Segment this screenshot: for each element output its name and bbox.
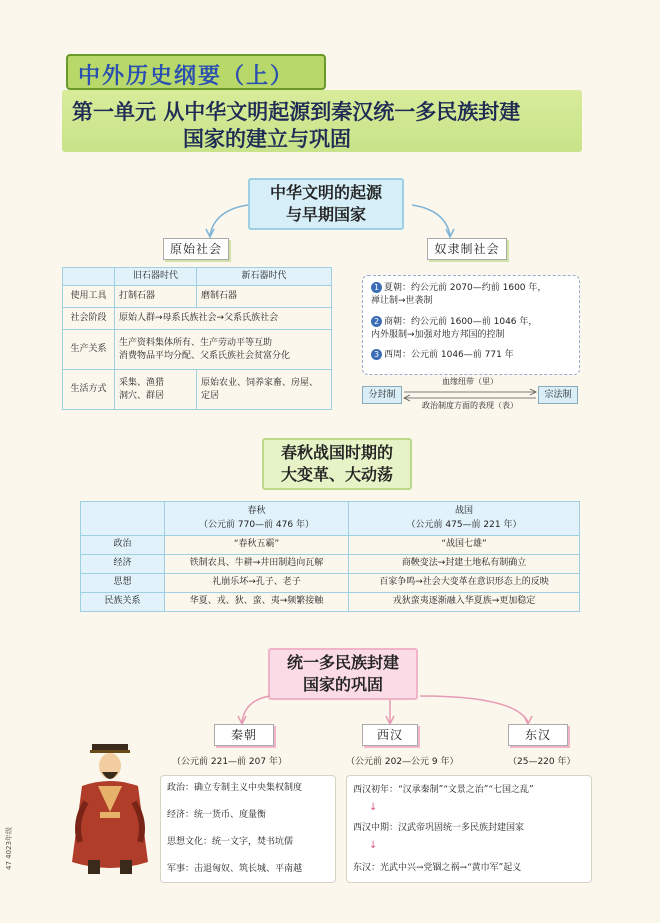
- han-item: 西汉中期：汉武帝巩固统一多民族封建国家: [353, 823, 525, 833]
- table-cell: 戎狄蛮夷逐渐融入华夏族→更加稳定: [349, 593, 580, 612]
- row-label: 社会阶段: [63, 308, 115, 330]
- qin-box: [160, 775, 336, 883]
- table-cell: 铁制农具、牛耕→井田制趋向瓦解: [165, 555, 349, 574]
- table-cell: [115, 370, 197, 410]
- han-item: 西汉初年：“汉承秦制”“文景之治”“七国之乱”: [353, 785, 534, 795]
- qin-years: （公元前 221—前 207 年）: [172, 757, 287, 767]
- slavery-society-tag: 奴隶制社会: [427, 238, 507, 260]
- qin-item: 思想文化：统一文字，焚书坑儒: [167, 837, 294, 847]
- han-years: （公元前 202—公元 9 年）: [346, 757, 459, 767]
- col-header-name: 战国: [454, 506, 473, 517]
- row-label: 民族关系: [81, 593, 165, 612]
- number-badge: 1: [371, 282, 382, 293]
- emperor-illustration: [70, 742, 160, 878]
- slavery-item-2: [371, 316, 579, 342]
- slavery-box: [362, 275, 580, 375]
- col-header-years: （公元前 475—前 221 年）: [406, 519, 522, 530]
- slavery-item-3: [371, 349, 579, 362]
- primitive-society-tag: 原始社会: [163, 238, 229, 260]
- table-cell: 打制石器: [115, 286, 197, 308]
- col-header-years: （公元前 770—前 476 年）: [199, 519, 314, 530]
- cell-line: 洞穴、群居: [119, 390, 165, 401]
- cell-line: 生产资料集体所有、生产劳动平等互助: [119, 337, 273, 348]
- slavery-item-1: [371, 282, 579, 308]
- unit-title-line1: 第一单元 从中华文明起源到秦汉统一多民族封建: [72, 100, 521, 124]
- xihan-tag: 西汉: [362, 724, 418, 746]
- section3-title-line2: 国家的巩固: [302, 675, 383, 694]
- table-cell: 华夏、戎、狄、蛮、夷→频繁接触: [165, 593, 349, 612]
- donghan-years: （25—220 年）: [508, 757, 576, 767]
- table-corner: [81, 502, 165, 536]
- section1-title-line2: 与早期国家: [285, 205, 366, 224]
- han-box: [346, 775, 592, 883]
- section2-title-line1: 春秋战国时期的: [280, 443, 393, 462]
- table-cell: “春秋五霸”: [165, 536, 349, 555]
- qin-item: 政治：确立专制主义中央集权制度: [167, 783, 303, 793]
- table-cell: 原始人群→母系氏族社会→父系氏族社会: [115, 308, 332, 330]
- table-cell: [115, 330, 332, 370]
- section1-title-line1: 中华文明的起源: [269, 183, 382, 202]
- cell-line: 原始农业、饲养家畜、房屋、: [201, 377, 319, 388]
- number-badge: 2: [371, 316, 382, 327]
- table-cell: 商鞅变法→封建土地私有制确立: [349, 555, 580, 574]
- col-header-zhanguo: [349, 502, 580, 536]
- main-title: 中外历史纲要（上）: [66, 54, 326, 90]
- item-line: 夏朝：约公元前 2070—约前 1600 年，: [384, 283, 547, 293]
- qin-item: 经济：统一货币、度量衡: [167, 810, 267, 820]
- qin-tag: 秦朝: [214, 724, 274, 746]
- side-code: 47 4023年级: [5, 827, 13, 870]
- qin-item: 军事：击退匈奴、筑长城、平南越: [167, 864, 303, 874]
- cell-line: 定居: [201, 390, 220, 401]
- link-label-bottom: 政治制度方面的表现（表）: [422, 401, 518, 410]
- row-label: 生产关系: [63, 330, 115, 370]
- row-label: 使用工具: [63, 286, 115, 308]
- col-header-new-stone: 新石器时代: [197, 268, 332, 286]
- row-label: 政治: [81, 536, 165, 555]
- table-cell: 磨制石器: [197, 286, 332, 308]
- col-header-name: 春秋: [247, 506, 266, 517]
- row-label: 思想: [81, 574, 165, 593]
- unit-title-line2: 国家的建立与巩固: [183, 127, 351, 151]
- item-line: 西周：公元前 1046—前 771 年: [384, 350, 514, 360]
- item-line: 商朝：约公元前 1600—前 1046 年，: [384, 317, 538, 327]
- section2-title: [262, 438, 412, 490]
- section1-arrows: [200, 195, 460, 245]
- table-cell: 礼崩乐坏→孔子、老子: [165, 574, 349, 593]
- number-badge: 3: [371, 349, 382, 360]
- cell-line: 消费物品平均分配、父系氏族社会贫富分化: [119, 350, 291, 361]
- cell-line: 采集、渔猎: [119, 377, 165, 388]
- han-item: 东汉：光武中兴→党锢之祸→“黄巾军”起义: [353, 863, 522, 873]
- table-corner: [63, 268, 115, 286]
- down-arrow-icon: ↓: [369, 802, 378, 813]
- col-header-old-stone: 旧石器时代: [115, 268, 197, 286]
- section2-title-line2: 大变革、大动荡: [280, 465, 393, 484]
- item-line: 内外服制→加强对地方邦国的控制: [371, 330, 505, 341]
- item-line: 禅让制→世袭制: [371, 296, 433, 307]
- link-label-top: 血缘纽带（里）: [442, 377, 498, 386]
- table-cell: 百家争鸣→社会大变革在意识形态上的反映: [349, 574, 580, 593]
- col-header-chunqiu: [165, 502, 349, 536]
- section3-title-line1: 统一多民族封建: [286, 653, 399, 672]
- table-cell: [197, 370, 332, 410]
- row-label: 生活方式: [63, 370, 115, 410]
- zongfa-system: 宗法制: [538, 386, 578, 404]
- primitive-society-table: [62, 267, 332, 410]
- row-label: 经济: [81, 555, 165, 574]
- down-arrow-icon: ↓: [369, 840, 378, 851]
- spring-autumn-table: [80, 501, 580, 612]
- fenfeng-system: 分封制: [362, 386, 402, 404]
- table-cell: “战国七雄”: [349, 536, 580, 555]
- donghan-tag: 东汉: [508, 724, 568, 746]
